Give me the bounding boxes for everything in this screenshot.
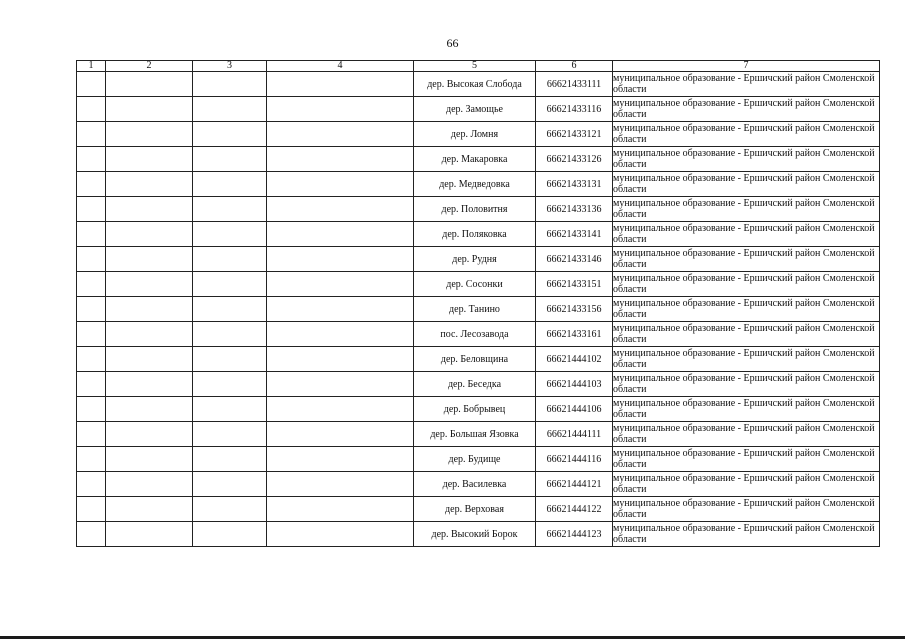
cell-col-4	[267, 497, 414, 522]
municipality-cell: муниципальное образование - Ершичский район Смоленской области	[613, 97, 880, 122]
oktmo-code-cell: 66621433146	[536, 247, 613, 272]
settlements-table	[76, 60, 880, 547]
cell-col-3	[193, 172, 267, 197]
cell-col-3	[193, 397, 267, 422]
cell-col-2	[106, 322, 193, 347]
cell-col-2	[106, 197, 193, 222]
cell-col-4	[267, 422, 414, 447]
cell-col-3	[193, 197, 267, 222]
cell-col-4	[267, 172, 414, 197]
cell-col-2	[106, 147, 193, 172]
cell-col-2	[106, 172, 193, 197]
municipality-cell: муниципальное образование - Ершичский район Смоленской области	[613, 322, 880, 347]
oktmo-code-cell: 66621433151	[536, 272, 613, 297]
table-row	[77, 322, 880, 347]
cell-col-3	[193, 472, 267, 497]
settlement-name-cell: дер. Беловщина	[414, 347, 536, 372]
cell-col-1	[77, 447, 106, 472]
cell-col-2	[106, 472, 193, 497]
cell-col-3	[193, 522, 267, 547]
table-row	[77, 422, 880, 447]
cell-col-4	[267, 472, 414, 497]
settlement-name-cell: пос. Лесозавода	[414, 322, 536, 347]
column-header-7: 7	[613, 61, 880, 72]
cell-col-4	[267, 147, 414, 172]
oktmo-code-cell: 66621444103	[536, 372, 613, 397]
settlement-name-cell: дер. Сосонки	[414, 272, 536, 297]
cell-col-2	[106, 247, 193, 272]
municipality-cell: муниципальное образование - Ершичский район Смоленской области	[613, 272, 880, 297]
table-row	[77, 472, 880, 497]
column-header-5: 5	[414, 61, 536, 72]
table-row	[77, 222, 880, 247]
cell-col-3	[193, 447, 267, 472]
cell-col-2	[106, 297, 193, 322]
settlement-name-cell: дер. Танино	[414, 297, 536, 322]
cell-col-1	[77, 422, 106, 447]
cell-col-4	[267, 72, 414, 97]
cell-col-4	[267, 272, 414, 297]
municipality-cell: муниципальное образование - Ершичский район Смоленской области	[613, 397, 880, 422]
settlement-name-cell: дер. Будище	[414, 447, 536, 472]
cell-col-1	[77, 72, 106, 97]
municipality-cell: муниципальное образование - Ершичский район Смоленской области	[613, 172, 880, 197]
municipality-cell: муниципальное образование - Ершичский район Смоленской области	[613, 247, 880, 272]
oktmo-code-cell: 66621433131	[536, 172, 613, 197]
oktmo-code-cell: 66621444123	[536, 522, 613, 547]
table-row	[77, 72, 880, 97]
settlement-name-cell: дер. Большая Язовка	[414, 422, 536, 447]
table-body	[77, 72, 880, 547]
bottom-scan-border	[0, 636, 905, 639]
cell-col-2	[106, 422, 193, 447]
cell-col-3	[193, 272, 267, 297]
settlement-name-cell: дер. Верховая	[414, 497, 536, 522]
municipality-cell: муниципальное образование - Ершичский район Смоленской области	[613, 497, 880, 522]
cell-col-1	[77, 247, 106, 272]
cell-col-1	[77, 472, 106, 497]
oktmo-code-cell: 66621444121	[536, 472, 613, 497]
municipality-cell: муниципальное образование - Ершичский район Смоленской области	[613, 122, 880, 147]
oktmo-code-cell: 66621444116	[536, 447, 613, 472]
oktmo-code-cell: 66621433121	[536, 122, 613, 147]
municipality-cell: муниципальное образование - Ершичский район Смоленской области	[613, 197, 880, 222]
cell-col-4	[267, 322, 414, 347]
table-row	[77, 497, 880, 522]
header-row	[77, 61, 880, 72]
cell-col-2	[106, 72, 193, 97]
table-row	[77, 272, 880, 297]
settlement-name-cell: дер. Василевка	[414, 472, 536, 497]
table-row	[77, 247, 880, 272]
table-row	[77, 347, 880, 372]
cell-col-3	[193, 322, 267, 347]
municipality-cell: муниципальное образование - Ершичский район Смоленской области	[613, 447, 880, 472]
cell-col-4	[267, 97, 414, 122]
settlement-name-cell: дер. Высокий Борок	[414, 522, 536, 547]
settlement-name-cell: дер. Высокая Слобода	[414, 72, 536, 97]
cell-col-3	[193, 497, 267, 522]
cell-col-1	[77, 297, 106, 322]
cell-col-3	[193, 147, 267, 172]
cell-col-1	[77, 147, 106, 172]
cell-col-2	[106, 447, 193, 472]
cell-col-1	[77, 272, 106, 297]
settlement-name-cell: дер. Бобрывец	[414, 397, 536, 422]
settlement-name-cell: дер. Половитня	[414, 197, 536, 222]
cell-col-4	[267, 297, 414, 322]
cell-col-4	[267, 447, 414, 472]
cell-col-2	[106, 97, 193, 122]
cell-col-1	[77, 197, 106, 222]
oktmo-code-cell: 66621433126	[536, 147, 613, 172]
municipality-cell: муниципальное образование - Ершичский район Смоленской области	[613, 72, 880, 97]
column-header-3: 3	[193, 61, 267, 72]
column-header-2: 2	[106, 61, 193, 72]
cell-col-4	[267, 347, 414, 372]
cell-col-2	[106, 497, 193, 522]
municipality-cell: муниципальное образование - Ершичский район Смоленской области	[613, 147, 880, 172]
settlement-name-cell: дер. Ломня	[414, 122, 536, 147]
settlement-name-cell: дер. Беседка	[414, 372, 536, 397]
table-row	[77, 172, 880, 197]
cell-col-2	[106, 347, 193, 372]
cell-col-1	[77, 97, 106, 122]
oktmo-code-cell: 66621433116	[536, 97, 613, 122]
cell-col-1	[77, 497, 106, 522]
column-header-6: 6	[536, 61, 613, 72]
cell-col-3	[193, 247, 267, 272]
municipality-cell: муниципальное образование - Ершичский район Смоленской области	[613, 222, 880, 247]
cell-col-4	[267, 372, 414, 397]
cell-col-4	[267, 122, 414, 147]
municipality-cell: муниципальное образование - Ершичский район Смоленской области	[613, 372, 880, 397]
municipality-cell: муниципальное образование - Ершичский район Смоленской области	[613, 472, 880, 497]
table-row	[77, 197, 880, 222]
cell-col-3	[193, 222, 267, 247]
cell-col-2	[106, 272, 193, 297]
settlement-name-cell: дер. Макаровка	[414, 147, 536, 172]
cell-col-2	[106, 522, 193, 547]
oktmo-code-cell: 66621433111	[536, 72, 613, 97]
cell-col-4	[267, 247, 414, 272]
table-row	[77, 372, 880, 397]
table-row	[77, 297, 880, 322]
cell-col-3	[193, 422, 267, 447]
oktmo-code-cell: 66621433161	[536, 322, 613, 347]
municipality-cell: муниципальное образование - Ершичский район Смоленской области	[613, 347, 880, 372]
cell-col-1	[77, 372, 106, 397]
cell-col-1	[77, 522, 106, 547]
cell-col-4	[267, 197, 414, 222]
oktmo-code-cell: 66621444111	[536, 422, 613, 447]
municipality-cell: муниципальное образование - Ершичский район Смоленской области	[613, 422, 880, 447]
cell-col-1	[77, 172, 106, 197]
table-row	[77, 97, 880, 122]
table-row	[77, 147, 880, 172]
cell-col-1	[77, 397, 106, 422]
cell-col-3	[193, 97, 267, 122]
cell-col-3	[193, 72, 267, 97]
cell-col-4	[267, 522, 414, 547]
settlement-name-cell: дер. Поляковка	[414, 222, 536, 247]
column-header-4: 4	[267, 61, 414, 72]
cell-col-4	[267, 222, 414, 247]
oktmo-code-cell: 66621444122	[536, 497, 613, 522]
municipality-cell: муниципальное образование - Ершичский район Смоленской области	[613, 297, 880, 322]
cell-col-1	[77, 122, 106, 147]
oktmo-code-cell: 66621433141	[536, 222, 613, 247]
cell-col-2	[106, 397, 193, 422]
page-number: 66	[446, 36, 459, 50]
cell-col-3	[193, 122, 267, 147]
settlement-name-cell: дер. Рудня	[414, 247, 536, 272]
cell-col-2	[106, 122, 193, 147]
cell-col-1	[77, 347, 106, 372]
table-row	[77, 397, 880, 422]
cell-col-3	[193, 372, 267, 397]
cell-col-1	[77, 222, 106, 247]
oktmo-code-cell: 66621433156	[536, 297, 613, 322]
table-row	[77, 122, 880, 147]
settlement-name-cell: дер. Замощье	[414, 97, 536, 122]
table-row	[77, 522, 880, 547]
column-header-1: 1	[77, 61, 106, 72]
cell-col-2	[106, 372, 193, 397]
municipality-cell: муниципальное образование - Ершичский район Смоленской области	[613, 522, 880, 547]
cell-col-2	[106, 222, 193, 247]
settlement-name-cell: дер. Медведовка	[414, 172, 536, 197]
cell-col-1	[77, 322, 106, 347]
oktmo-code-cell: 66621444106	[536, 397, 613, 422]
cell-col-3	[193, 347, 267, 372]
cell-col-4	[267, 397, 414, 422]
table-row	[77, 447, 880, 472]
oktmo-code-cell: 66621433136	[536, 197, 613, 222]
cell-col-3	[193, 297, 267, 322]
oktmo-code-cell: 66621444102	[536, 347, 613, 372]
